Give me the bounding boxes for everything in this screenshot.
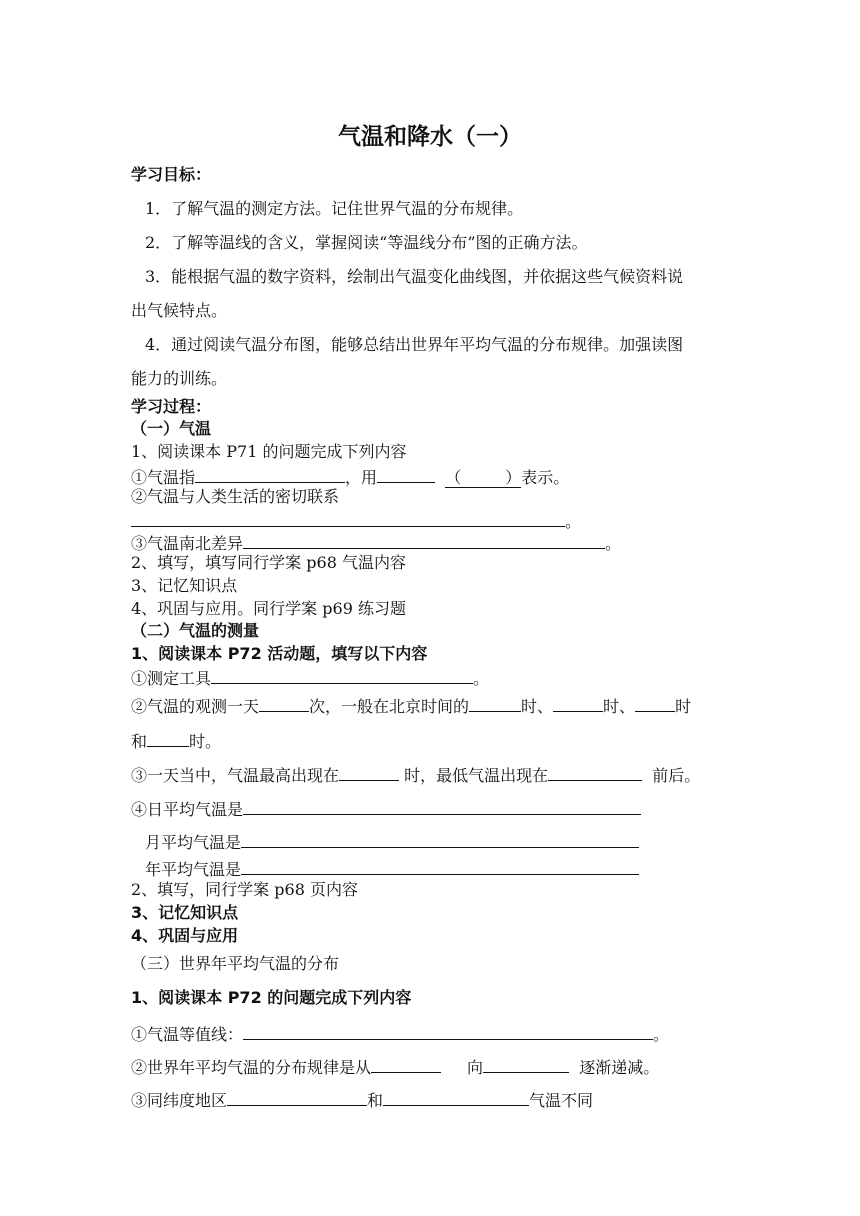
s2-task2: 2、填写，同行学案 p68 页内容 xyxy=(131,880,358,899)
s2-task1: 1、阅读课本 P72 活动题，填写以下内容 xyxy=(131,644,428,663)
blank-field[interactable] xyxy=(241,829,639,848)
s1-q2: ②气温与人类生活的密切联系 xyxy=(131,487,340,506)
s2-task4: 4、巩固与应用 xyxy=(131,926,239,945)
s1-task1: 1、阅读课本 P71 的问题完成下列内容 xyxy=(131,442,407,461)
blank-field[interactable] xyxy=(635,693,675,712)
s2-q4-yearly: 年平均气温是 xyxy=(145,856,639,881)
s3-q2: ②世界年平均气温的分布规律是从 向 逐渐递减。 xyxy=(131,1054,659,1079)
s2-q1: ①测定工具 。 xyxy=(131,665,489,690)
section3-heading: （三）世界年平均气温的分布 xyxy=(131,954,340,973)
process-heading: 学习过程： xyxy=(131,397,212,416)
s2-q4-monthly: 月平均气温是 xyxy=(145,829,639,854)
s1-task2: 2、填写，填写同行学案 p68 气温内容 xyxy=(131,553,406,572)
goals-heading: 学习目标： xyxy=(131,165,212,184)
blank-field[interactable] xyxy=(211,665,473,684)
blank-field[interactable] xyxy=(195,464,345,483)
blank-field[interactable] xyxy=(383,1087,529,1106)
section2-heading: （二）气温的测量 xyxy=(131,621,260,640)
blank-field[interactable] xyxy=(483,1054,569,1073)
blank-field[interactable] xyxy=(241,856,639,875)
s2-q2-cont: 和 时。 xyxy=(131,728,221,753)
section1-heading: （一）气温 xyxy=(131,419,212,438)
blank-field[interactable] xyxy=(339,762,399,781)
blank-field[interactable] xyxy=(243,1021,653,1040)
blank-field[interactable] xyxy=(259,693,309,712)
s1-task4: 4、巩固与应用。同行学案 p69 练习题 xyxy=(131,599,406,618)
s2-q3: ③一天当中，气温最高出现在 时，最低气温出现在 前后。 xyxy=(131,762,700,787)
s1-q2-answer: 。 xyxy=(131,508,581,533)
blank-field[interactable] xyxy=(469,693,521,712)
blank-field[interactable] xyxy=(243,530,605,549)
blank-field[interactable] xyxy=(227,1087,367,1106)
s3-q3: ③同纬度地区 和 气温不同 xyxy=(131,1087,593,1112)
blank-field[interactable] xyxy=(548,762,642,781)
s3-task1: 1、阅读课本 P72 的问题完成下列内容 xyxy=(131,988,412,1007)
goal-line-2: 2．了解等温线的含义，掌握阅读“等温线分布”图的正确方法。 xyxy=(145,233,588,252)
s1-q1: ①气温指 ，用 （ ）表示。 xyxy=(131,464,569,489)
s1-q3: ③气温南北差异 。 xyxy=(131,530,621,555)
page-title: 气温和降水（一） xyxy=(338,124,522,150)
blank-field[interactable] xyxy=(377,464,435,483)
goal-line-4-cont: 能力的训练。 xyxy=(131,369,228,388)
goal-line-4: 4．通过阅读气温分布图，能够总结出世界年平均气温的分布规律。加强读图 xyxy=(145,335,684,354)
s2-task3: 3、记忆知识点 xyxy=(131,903,239,922)
goal-line-3-cont: 出气候特点。 xyxy=(131,301,228,320)
blank-field[interactable] xyxy=(131,508,565,527)
blank-field[interactable] xyxy=(147,728,189,747)
blank-field[interactable] xyxy=(371,1054,441,1073)
goal-line-1: 1．了解气温的测定方法。记住世界气温的分布规律。 xyxy=(145,199,524,218)
s1-task3: 3、记忆知识点 xyxy=(131,576,238,595)
blank-field[interactable] xyxy=(553,693,603,712)
s2-q2: ②气温的观测一天 次，一般在北京时间的 时、 时、 时 xyxy=(131,693,691,718)
blank-field[interactable] xyxy=(243,796,641,815)
s2-q4-daily: ④日平均气温是 xyxy=(131,796,641,821)
blank-field[interactable]: （ ） xyxy=(445,468,522,487)
goal-line-3: 3．能根据气温的数字资料，绘制出气温变化曲线图，并依据这些气候资料说 xyxy=(145,267,684,286)
s3-q1: ①气温等值线： 。 xyxy=(131,1021,669,1046)
